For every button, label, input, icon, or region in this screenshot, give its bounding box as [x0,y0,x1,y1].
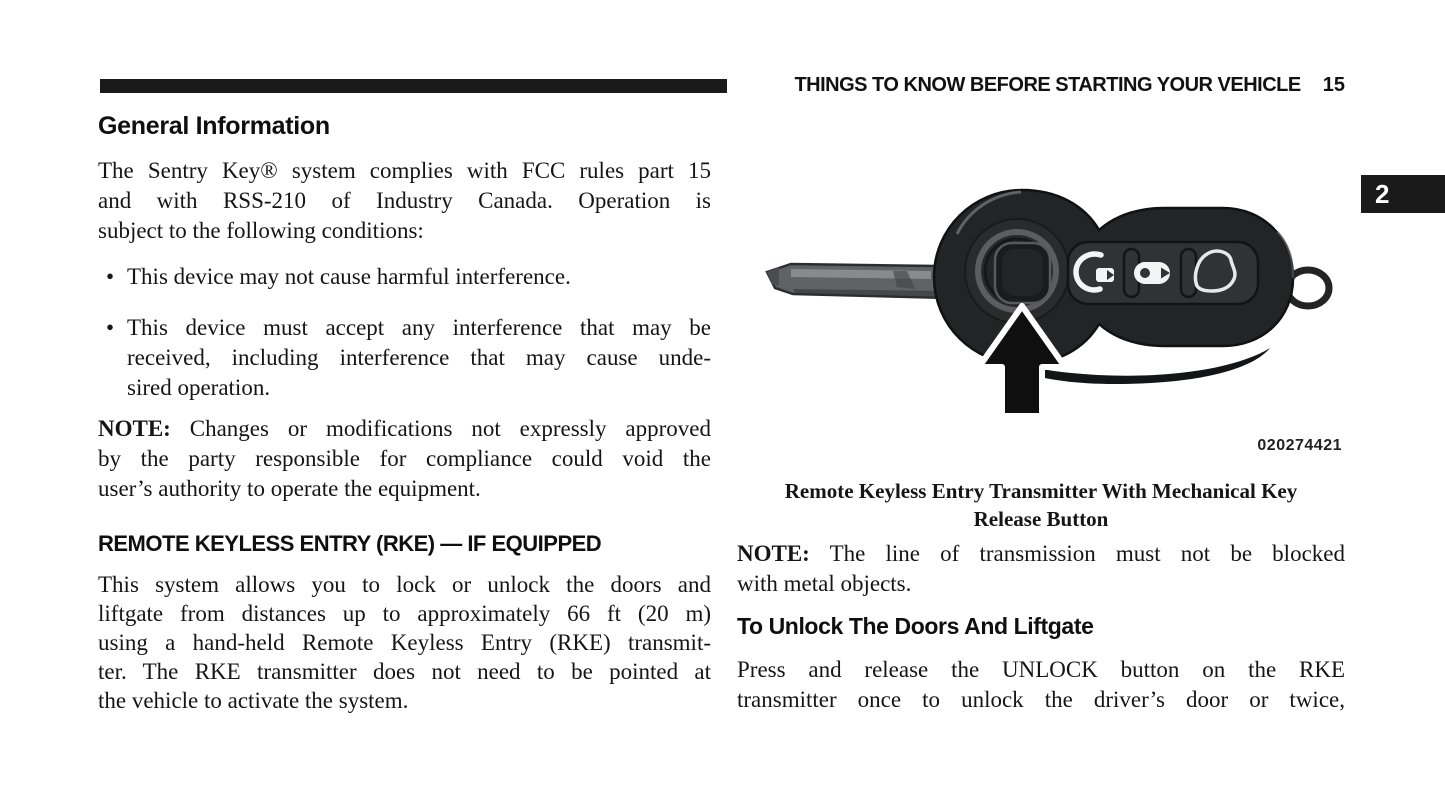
heading-unlock-doors: To Unlock The Doors And Liftgate [737,613,1094,639]
text-line: the vehicle to activate the system. [98,688,409,713]
bullet-list [98,262,711,403]
key-fob-figure [745,148,1355,468]
text-line: by the party responsible for compliance could void the [98,446,711,471]
text-line: liftgate from distances up to approximately 66 ft (20 m) [98,601,711,626]
text-line: NOTE: Changes or modifications not expressly approved [98,416,711,441]
text-line: using a hand-held Remote Keyless Entry (RKE) transmit- [98,630,711,655]
heading-general-information: General Information [98,112,330,140]
paragraph-rke [98,570,711,715]
key-release-button [965,219,1069,323]
bullet-dot: • [106,315,115,340]
text-line: This system allows you to lock or unlock the doors and [98,572,711,597]
text-line: Release Button [973,507,1109,531]
page-number: 15 [1322,74,1345,96]
text-line: NOTE: The line of transmission must not be blocked [737,541,1345,566]
text-line: The Sentry Key® system complies with FCC rules part 15 [98,158,711,183]
text-line: user’s authority to operate the equipment. [98,476,481,501]
text-line: subject to the following conditions: [98,218,424,243]
chapter-number: 2 [1375,179,1390,209]
section-title: THINGS TO KNOW BEFORE STARTING YOUR VEHICLE [794,74,1301,96]
note-fcc [98,414,711,504]
bullet-text [127,262,711,292]
note-transmission [737,539,1345,599]
bullet-item [98,262,711,292]
figure-caption [737,477,1345,533]
bullet-dot: • [106,264,115,289]
paragraph-unlock [737,655,1345,715]
text-line: and with RSS-210 of Industry Canada. Operation is [98,188,711,213]
text-line: transmitter once to unlock the driver’s door or twice, [737,687,1345,712]
text-line: This device may not cause harmful interference. [127,264,571,289]
text-line: This device must accept any interference that may be [127,315,711,340]
paragraph-sentry-key [98,156,711,246]
lock-icon [1134,262,1170,284]
text-line: sired operation. [127,375,271,400]
header-rule [100,79,727,93]
text-line: Press and release the UNLOCK button on the RKE [737,657,1345,682]
text-line: ter. The RKE transmitter does not need to be pointed at [98,659,711,684]
running-header [737,74,1345,97]
text-line: Remote Keyless Entry Transmitter With Mechanical Key [784,479,1298,503]
figure-number: 020274421 [1257,437,1342,454]
panel-divider [1181,249,1196,297]
key-fob-illustration [745,148,1355,468]
heading-rke: REMOTE KEYLESS ENTRY (RKE) — IF EQUIPPED [98,531,602,556]
bullet-item [98,313,711,403]
bullet-text [127,313,711,403]
text-line: received, including interference that may cause unde- [127,345,711,370]
text-line: with metal objects. [737,571,912,596]
chapter-tab [1361,175,1445,213]
